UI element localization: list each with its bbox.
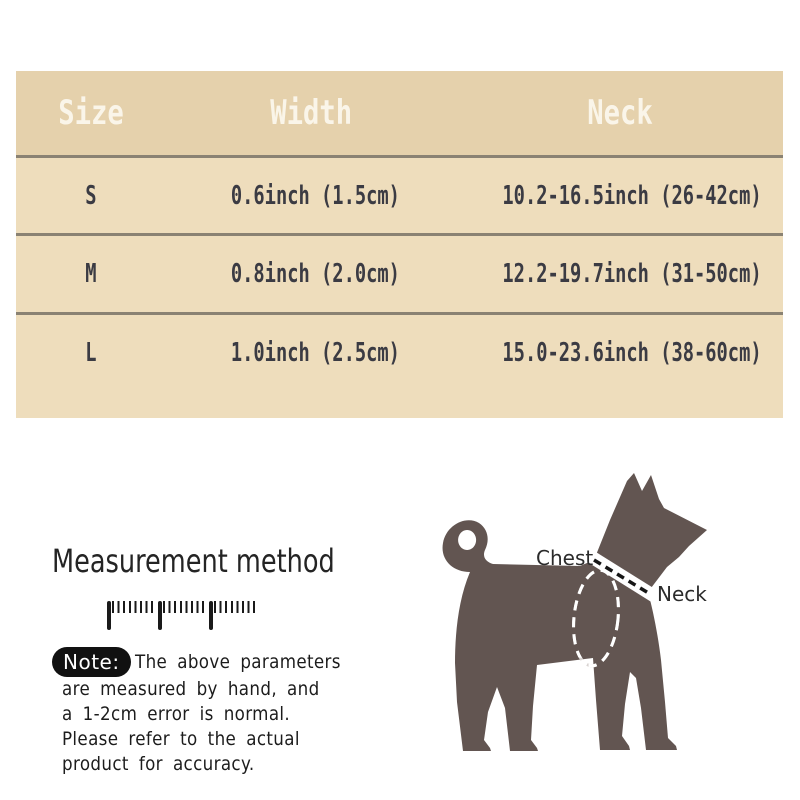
header-width-label: Width xyxy=(270,93,352,133)
cell-l-neck xyxy=(456,315,783,418)
ruler-icon xyxy=(107,601,260,630)
measurement-method-title xyxy=(52,542,405,580)
dog-body xyxy=(443,473,707,751)
ruler-minor-ticks xyxy=(214,601,259,613)
note-line-4 xyxy=(62,727,352,752)
cell-m-width xyxy=(166,236,456,312)
note-line-2 xyxy=(62,677,352,702)
value-s-size: S xyxy=(85,180,97,211)
size-chart-table xyxy=(16,71,783,418)
note-line-5-text: product for accuracy. xyxy=(62,753,255,775)
cell-s-neck xyxy=(456,158,783,233)
note-line-4-text: Please refer to the actual xyxy=(62,728,300,750)
measurement-method-text: Measurement method xyxy=(52,542,335,580)
note-line-1 xyxy=(135,650,369,675)
header-cell-width xyxy=(166,71,456,155)
note-line-3 xyxy=(62,702,352,727)
cell-m-size xyxy=(16,236,166,312)
note-line-1-text: The above parameters xyxy=(134,650,341,673)
table-row-s xyxy=(16,158,783,236)
note-line-2-text: are measured by hand, and xyxy=(62,678,320,700)
value-l-width: 1.0inch (2.5cm) xyxy=(230,338,400,368)
note-block xyxy=(52,647,352,777)
value-m-neck: 12.2-19.7inch (31-50cm) xyxy=(502,259,763,289)
note-line-3-text: a 1-2cm error is normal. xyxy=(62,703,291,725)
note-line xyxy=(52,647,352,677)
dog-measurement-diagram xyxy=(430,460,730,760)
ruler-minor-ticks xyxy=(112,601,157,613)
ruler-major-tick xyxy=(158,601,162,630)
header-neck-label: Neck xyxy=(586,93,653,133)
value-s-width: 0.6inch (1.5cm) xyxy=(230,180,400,211)
note-line-5 xyxy=(62,752,352,777)
note-badge xyxy=(52,647,131,677)
cell-l-size xyxy=(16,315,166,418)
value-s-neck: 10.2-16.5inch (26-42cm) xyxy=(502,180,763,211)
neck-label: Neck xyxy=(657,582,707,606)
table-row-m xyxy=(16,236,783,315)
dog-silhouette-svg xyxy=(430,460,730,760)
value-m-width: 0.8inch (2.0cm) xyxy=(230,259,400,289)
value-l-neck: 15.0-23.6inch (38-60cm) xyxy=(502,338,763,368)
cell-s-size xyxy=(16,158,166,233)
ruler-minor-ticks xyxy=(163,601,208,613)
value-l-size: L xyxy=(85,338,97,368)
table-row-l xyxy=(16,315,783,418)
note-badge-label: Note: xyxy=(63,650,120,674)
ruler-major-tick xyxy=(209,601,213,630)
chest-label: Chest xyxy=(536,546,594,570)
header-cell-neck xyxy=(456,71,783,155)
table-header-row xyxy=(16,71,783,158)
header-cell-size xyxy=(16,71,166,155)
header-size-label: Size xyxy=(58,93,124,133)
cell-s-width xyxy=(166,158,456,233)
value-m-size: M xyxy=(85,259,97,289)
ruler-major-tick xyxy=(107,601,111,630)
cell-l-width xyxy=(166,315,456,418)
cell-m-neck xyxy=(456,236,783,312)
